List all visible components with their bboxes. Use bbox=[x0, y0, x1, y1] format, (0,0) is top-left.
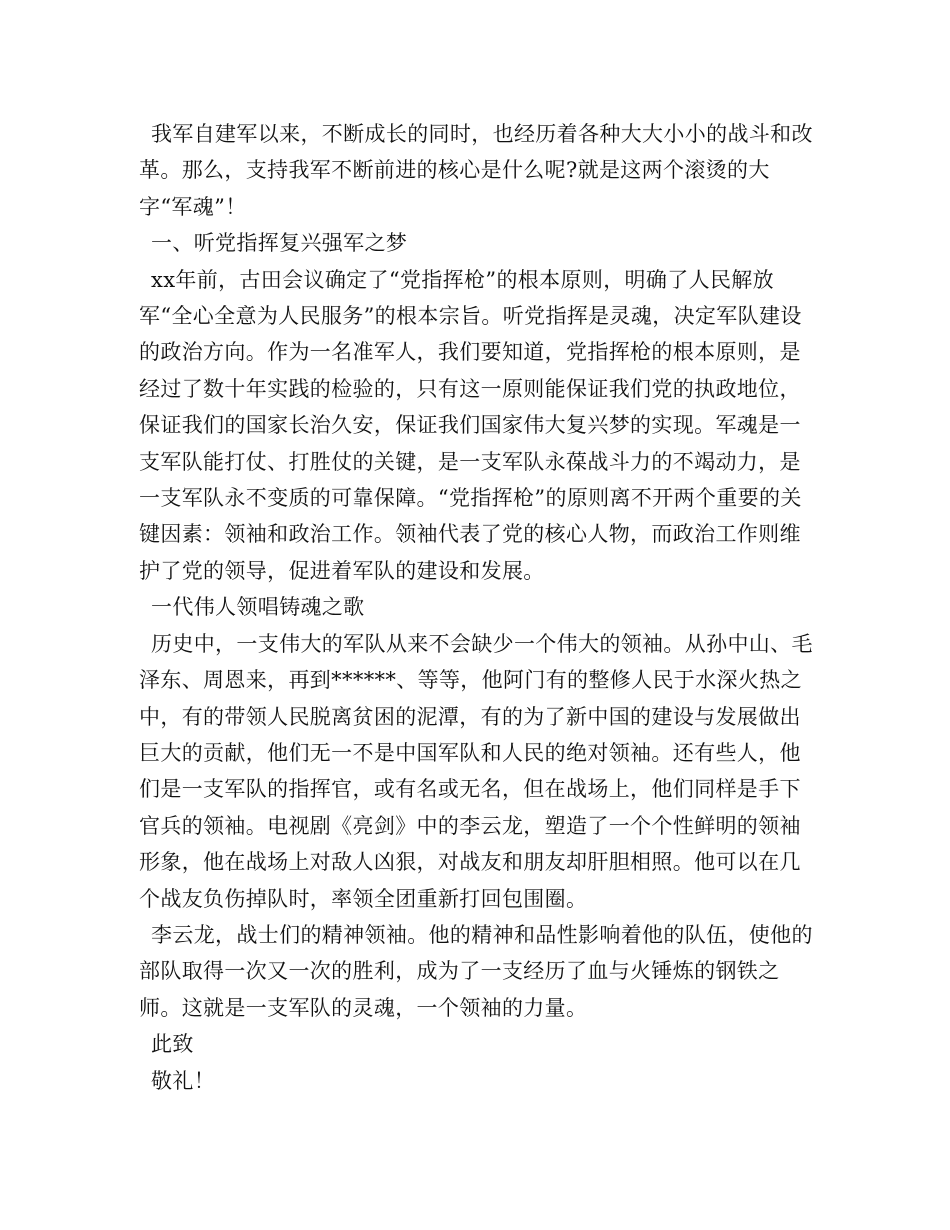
body-paragraph-1: xx年前，古田会议确定了“党指挥枪”的根本原则，明确了人民解放军“全心全意为人民服务”的根本宗旨。听党指挥是灵魂，决定军队建设的政治方向。作为一名准军人，我们要知道，党指挥枪的根本原则，是经过了数十年实践的检验的，只有这一原则能保证我们党的执政地位，保证我们的国家长治久安，保证我们国家伟大复兴梦的实现。军魂是一支军队能打仗、打胜仗的关键，是一支军队永葆战斗力的不竭动力，是一支军队永不变质的可靠保障。“党指挥枪”的原则离不开两个重要的关键因素：领袖和政治工作。领袖代表了党的核心人物，而政治工作则维护了党的领导，促进着军队的建设和发展。 bbox=[139, 267, 802, 583]
body-paragraph-2: 历史中，一支伟大的军队从来不会缺少一个伟大的领袖。从孙中山、毛泽东、周恩来，再到******、等等，他阿门有的整修人民于水深火热之中，有的带领人民脱离贫困的泥潭，有的为了新中国的建设与发展做出巨大的贡献，他们无一不是中国军队和人民的绝对领袖。还有些人，他们是一支军队的指挥官，或有名或无名，但在战场上，他们同样是手下官兵的领袖。电视剧《亮剑》中的李云龙，塑造了一个个性鲜明的领袖形象，他在战场上对敌人凶狠，对战友和朋友却肝胆相照。他可以在几个战友负伤掉队时，率领全团重新打回包围圈。 bbox=[139, 631, 813, 911]
body-paragraph-3: 李云龙，战士们的精神领袖。他的精神和品性影响着他的队伍，使他的部队取得一次又一次的胜利，成为了一支经历了血与火锤炼的钢铁之师。这就是一支军队的灵魂，一个领袖的力量。 bbox=[139, 922, 813, 1020]
section-heading-2: 一代伟人领唱铸魂之歌 bbox=[151, 595, 365, 620]
closing-regards: 敬礼！ bbox=[151, 1068, 216, 1093]
intro-paragraph: 我军自建军以来，不断成长的同时，也经历着各种大大小小的战斗和改革。那么，支持我军不断前进的核心是什么呢?就是这两个滚烫的大字“军魂”！ bbox=[139, 122, 813, 219]
closing-salutation: 此致 bbox=[151, 1032, 194, 1057]
section-heading-1: 一、听党指挥复兴强军之梦 bbox=[151, 231, 408, 256]
